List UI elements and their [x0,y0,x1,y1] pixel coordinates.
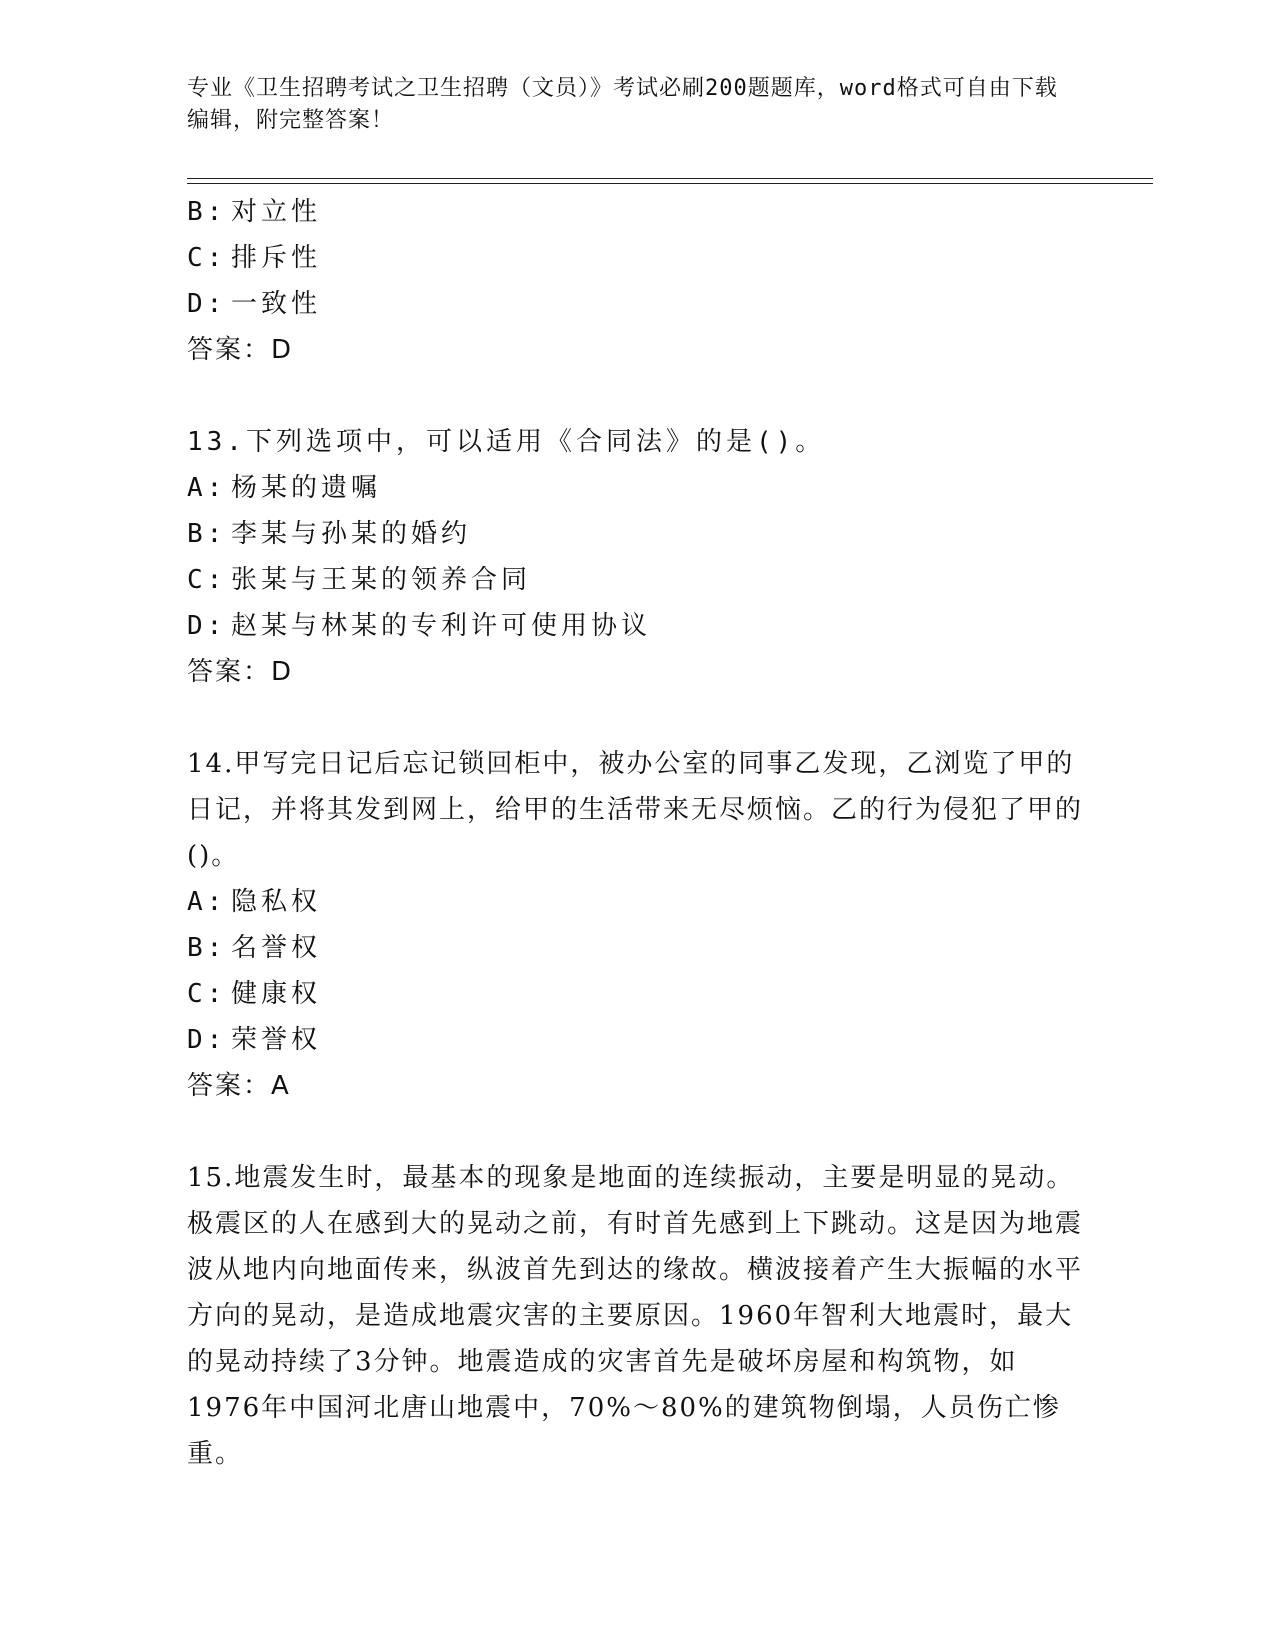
document-body [187,189,1087,1477]
option-text: 赵某与林某的专利许可使用协议 [231,611,652,641]
answer-line: 答案：D [187,335,294,365]
option-text: 杨某的遗嘱 [231,473,382,503]
option-label: D: [187,611,227,641]
answer-line: 答案：A [187,1071,291,1101]
option-c [187,971,1087,1017]
option-d [187,1017,1087,1063]
option-b [187,925,1087,971]
header-divider-bottom [187,183,1153,184]
option-b [187,189,1087,235]
question-stem: 15.地震发生时，最基本的现象是地面的连续振动，主要是明显的晃动。极震区的人在感到大的晃动之前，有时首先感到上下跳动。这是因为地震波从地内向地面传来，纵波首先到达的缘故。横波接着产生大振幅的水平方向的晃动，是造成地震灾害的主要原因。1960年智利大地震时，最大的晃动持续了3分钟。地震造成的灾害首先是破坏房屋和构筑物，如1976年中国河北唐山地震中，70%～80%的建筑物倒塌，人员伤亡惨重。 [187,1163,1084,1469]
option-label: C: [187,979,227,1009]
document-header: 专业《卫生招聘考试之卫生招聘（文员）》考试必刷200题题库，word格式可自由下载编辑，附完整答案！ [187,76,1058,133]
option-text: 荣誉权 [231,1025,322,1055]
option-label: C: [187,565,227,595]
question-stem: 14.甲写完日记后忘记锁回柜中，被办公室的同事乙发现，乙浏览了甲的日记，并将其发到网上，给甲的生活带来无尽烦恼。乙的行为侵犯了甲的()。 [187,749,1084,871]
option-label: B: [187,933,227,963]
option-d [187,281,1087,327]
option-text: 对立性 [231,197,322,227]
option-text: 张某与王某的领养合同 [231,565,532,595]
option-label: A: [187,887,227,917]
option-c [187,235,1087,281]
option-label: C: [187,243,227,273]
option-text: 一致性 [231,289,322,319]
question-stem: 13.下列选项中，可以适用《合同法》的是()。 [187,427,826,457]
option-d [187,603,1087,649]
option-c [187,557,1087,603]
option-label: D: [187,1025,227,1055]
option-a [187,465,1087,511]
option-text: 隐私权 [231,887,322,917]
option-text: 健康权 [231,979,322,1009]
option-text: 李某与孙某的婚约 [231,519,472,549]
option-text: 名誉权 [231,933,322,963]
header-divider-top [187,178,1153,179]
option-label: B: [187,197,227,227]
answer-line: 答案：D [187,657,294,687]
option-a [187,879,1087,925]
option-text: 排斥性 [231,243,322,273]
option-label: D: [187,289,227,319]
option-label: B: [187,519,227,549]
option-label: A: [187,473,227,503]
option-b [187,511,1087,557]
